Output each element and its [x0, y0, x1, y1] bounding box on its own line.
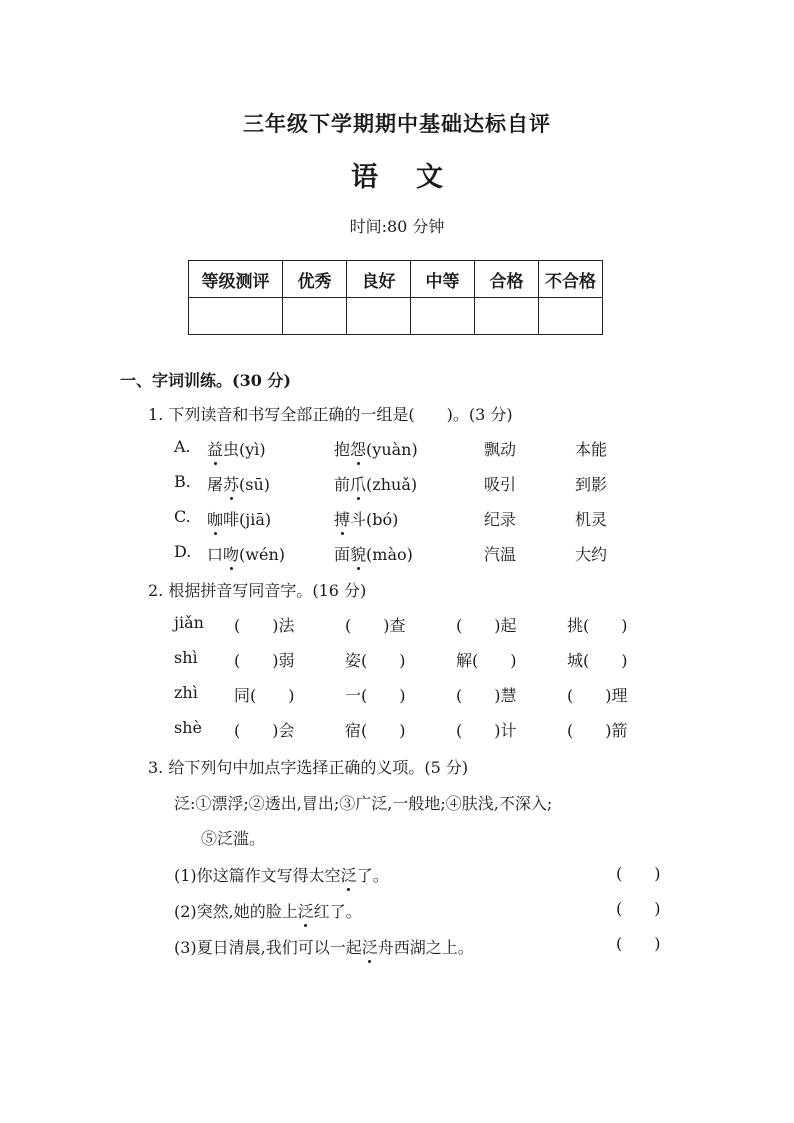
fill-blank[interactable]: ( )慧 — [456, 686, 517, 705]
grade-header-cell: 中等 — [411, 261, 475, 298]
sentence-text: (3)夏日清晨,我们可以一起 — [174, 938, 362, 957]
grade-header-cell: 合格 — [475, 261, 539, 298]
sentence-2 — [174, 899, 362, 922]
option-item: 屠苏(sū) — [207, 475, 271, 494]
answer-blank[interactable]: ( ) — [616, 899, 661, 918]
sentence-1 — [174, 863, 389, 886]
fill-blank[interactable]: 城( ) — [567, 651, 628, 670]
question-3-prompt: 3. 给下列句中加点字选择正确的义项。(5 分) — [148, 758, 469, 777]
dotted-char: 咖 — [207, 510, 224, 529]
sentence-text: 了。 — [356, 866, 389, 885]
grade-header-cell: 等级测评 — [189, 261, 283, 298]
grade-score-cell[interactable] — [539, 298, 603, 335]
dotted-char: 搏 — [334, 510, 351, 529]
dotted-char: 吻 — [223, 545, 240, 564]
page-title: 三年级下学期期中基础达标自评 — [243, 112, 551, 136]
dotted-char: 爪 — [350, 475, 367, 494]
pinyin-label: shì — [174, 648, 198, 667]
fill-blank[interactable]: ( )起 — [456, 616, 517, 635]
grade-header-cell: 优秀 — [283, 261, 347, 298]
sentence-text: (1)你这篇作文写得太空 — [174, 866, 341, 885]
option-item: 益虫(yì) — [207, 440, 266, 459]
option-item: 到影 — [575, 475, 608, 494]
grade-table — [188, 260, 603, 335]
sentence-text: 舟西湖之上。 — [377, 938, 474, 957]
dotted-char: 益 — [207, 440, 224, 459]
fill-blank[interactable]: ( )会 — [234, 721, 295, 740]
option-label: B. — [174, 472, 191, 491]
option-item: 吸引 — [484, 475, 517, 494]
option-item: 大约 — [575, 545, 608, 564]
fill-blank[interactable]: 姿( ) — [345, 651, 406, 670]
grade-table-score-row — [189, 298, 603, 335]
grade-table-header-row — [189, 261, 603, 298]
pinyin-label: zhì — [174, 683, 198, 702]
dotted-char: 貌 — [350, 545, 367, 564]
answer-blank[interactable]: ( ) — [616, 934, 661, 953]
fill-blank[interactable]: 宿( ) — [345, 721, 406, 740]
question-2-prompt: 2. 根据拼音写同音字。(16 分) — [148, 581, 367, 600]
definition-list: 泛:①漂浮;②透出,冒出;③广泛,一般地;④肤浅,不深入; — [174, 794, 553, 813]
option-label: C. — [174, 507, 191, 526]
dotted-char: 怨 — [350, 440, 367, 459]
question-1-prompt: 1. 下列读音和书写全部正确的一组是( )。(3 分) — [148, 405, 513, 424]
grade-score-cell[interactable] — [283, 298, 347, 335]
option-item: 本能 — [575, 440, 608, 459]
option-item: 咖啡(jiā) — [207, 510, 272, 529]
sentence-text: (2)突然,她的脸上 — [174, 902, 298, 921]
grade-header-cell: 良好 — [347, 261, 411, 298]
fill-blank[interactable]: 同( ) — [234, 686, 295, 705]
grade-score-cell[interactable] — [411, 298, 475, 335]
fill-blank[interactable]: ( )箭 — [567, 721, 628, 740]
exam-time: 时间:80 分钟 — [349, 217, 445, 236]
grade-score-cell[interactable] — [347, 298, 411, 335]
dotted-char: 泛 — [340, 866, 357, 885]
grade-score-cell[interactable] — [189, 298, 283, 335]
fill-blank[interactable]: 挑( ) — [567, 616, 628, 635]
pinyin-label: jiǎn — [174, 613, 204, 632]
option-item: 前爪(zhuǎ) — [334, 475, 418, 494]
fill-blank[interactable]: ( )查 — [345, 616, 406, 635]
option-item: 搏斗(bó) — [334, 510, 399, 529]
option-item: 抱怨(yuàn) — [334, 440, 418, 459]
option-item: 面貌(mào) — [334, 545, 413, 564]
subject-title: 语文 — [351, 162, 481, 193]
option-item: 飘动 — [484, 440, 517, 459]
fill-blank[interactable]: ( )理 — [567, 686, 628, 705]
sentence-text: 红了。 — [313, 902, 362, 921]
fill-blank[interactable]: ( )弱 — [234, 651, 295, 670]
option-item: 口吻(wén) — [207, 545, 285, 564]
option-item: 纪录 — [484, 510, 517, 529]
option-item: 机灵 — [575, 510, 608, 529]
grade-header-cell: 不合格 — [539, 261, 603, 298]
sentence-3 — [174, 935, 474, 958]
answer-blank[interactable]: ( ) — [616, 864, 661, 883]
pinyin-label: shè — [174, 718, 202, 737]
grade-score-cell[interactable] — [475, 298, 539, 335]
dotted-char: 泛 — [297, 902, 314, 921]
option-label: A. — [174, 437, 191, 456]
fill-blank[interactable]: 解( ) — [456, 651, 517, 670]
option-label: D. — [174, 542, 192, 561]
definition-list-cont: ⑤泛滥。 — [201, 829, 266, 848]
fill-blank[interactable]: 一( ) — [345, 686, 406, 705]
option-item: 汽温 — [484, 545, 517, 564]
fill-blank[interactable]: ( )计 — [456, 721, 517, 740]
fill-blank[interactable]: ( )法 — [234, 616, 295, 635]
dotted-char: 苏 — [223, 475, 240, 494]
dotted-char: 泛 — [361, 938, 378, 957]
section-heading: 一、字词训练。(30 分) — [120, 371, 291, 390]
